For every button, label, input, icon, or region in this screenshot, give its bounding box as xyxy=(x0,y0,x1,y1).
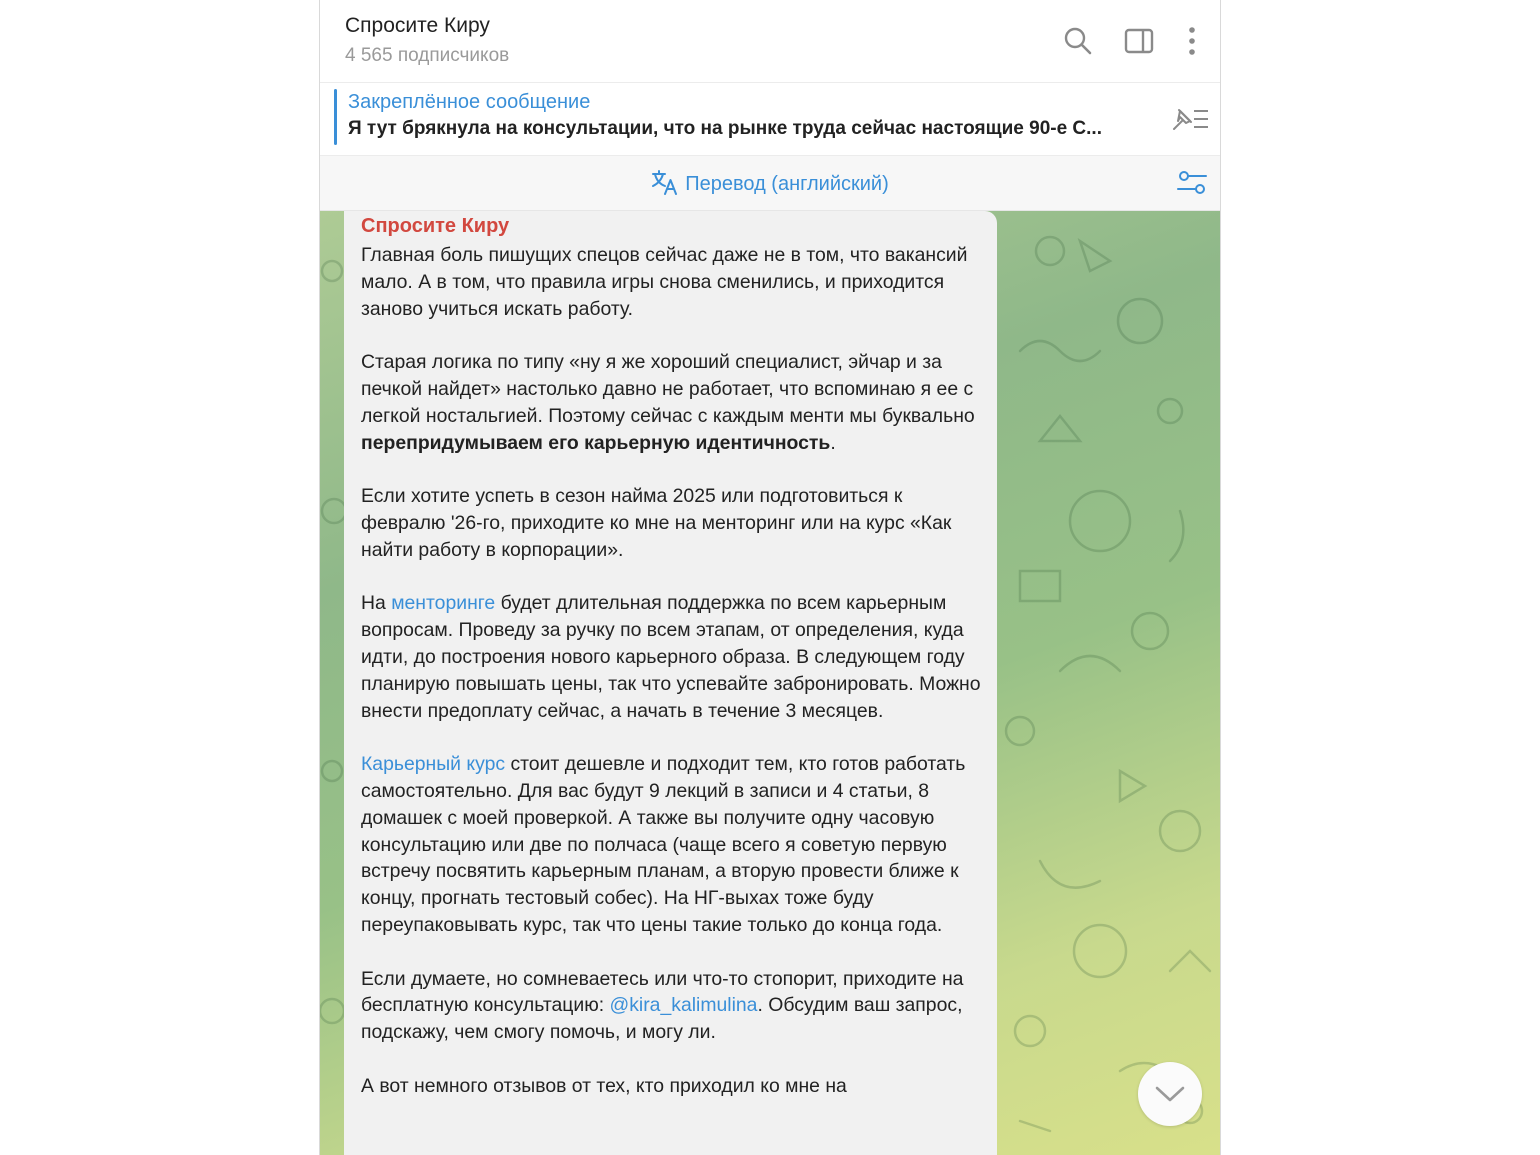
paragraph-4-text: На xyxy=(361,592,392,615)
pinned-text: Я тут брякнула на консультации, что на рынке труда сейчас настоящие 90-е С... xyxy=(348,118,1102,139)
paragraph-2-bold: перепридумываем его карьерную идентичность xyxy=(361,431,831,454)
sidebar-toggle-icon[interactable] xyxy=(1122,24,1156,58)
message-bubble[interactable] xyxy=(344,211,997,1155)
message-paragraph-5 xyxy=(361,751,986,939)
paragraph-2-text: Старая логика по типу «ну я же хороший специалист, эйчар и за печкой найдет» настолько давно не работает, что вспоминаю я ее с легкой ностальгией. Поэтому сейчас с каждым менти мы буквально xyxy=(361,351,975,427)
pinned-indicator xyxy=(334,89,337,145)
mentoring-link[interactable]: менторинге xyxy=(391,592,496,615)
course-link[interactable]: Карьерный курс xyxy=(361,753,506,776)
message-paragraph-6 xyxy=(361,966,986,1046)
more-vertical-icon[interactable] xyxy=(1175,24,1209,58)
paragraph-5-text: стоит дешевле и подходит тем, кто готов работать самостоятельно. Для вас будут 9 лекций в записи и 4 статьи, 8 домашек с моей проверкой. А также вы получите одну часовую консультацию или две по полчаса (чаще всего я советую первую встречу посвятить карьерным планам, а вторую провести ближе к концу, прогнать тестовый собес). На НГ-выхах тоже буду переупаковывать курс, так что цены такие только до конца года. xyxy=(361,753,966,936)
message-text xyxy=(361,242,986,1126)
translate-label: Перевод (английский) xyxy=(685,173,889,195)
translate-icon xyxy=(651,169,679,195)
paragraph-4-end: будет длительная поддержка по всем карьерным вопросам. Проведу за ручку по всем этапам, от определения, куда идти, до построения нового карьерного образа. В следующем году планирую повышать цены, так что успевайте забронировать. Можно внести предоплату сейчас, а начать в течение 3 месяцев. xyxy=(361,592,981,722)
translate-settings-icon[interactable] xyxy=(1176,168,1208,198)
pinned-message-bar[interactable] xyxy=(320,83,1220,156)
message-paragraph-7: А вот немного отзывов от тех, кто приходил ко мне на xyxy=(361,1074,847,1097)
message-paragraph-3: Если хотите успеть в сезон найма 2025 или подготовиться к февралю '26-го, приходите ко мне на менторинг или на курс «Как найти работу в корпорации». xyxy=(361,485,952,561)
search-icon[interactable] xyxy=(1061,24,1095,58)
scroll-down-button[interactable] xyxy=(1138,1062,1202,1126)
paragraph-2-end: . xyxy=(830,431,836,454)
username-link[interactable]: @kira_kalimulina xyxy=(609,994,758,1017)
pinned-title: Закреплённое сообщение xyxy=(348,91,591,113)
translate-bar xyxy=(320,156,1220,211)
unpin-list-icon[interactable] xyxy=(1168,101,1210,137)
message-sender[interactable]: Спросите Киру xyxy=(361,215,510,237)
channel-title[interactable]: Спросите Киру xyxy=(345,14,490,37)
telegram-window xyxy=(319,0,1221,1155)
message-paragraph-4 xyxy=(361,590,986,724)
chevron-down-icon xyxy=(1154,1080,1186,1108)
message-paragraph-1: Главная боль пишущих спецов сейчас даже не в том, что вакансий мало. А в том, что правила игры снова сменились, и приходится заново учиться искать работу. xyxy=(361,244,968,320)
chat-area[interactable] xyxy=(320,211,1220,1155)
paragraph-6-text: Если думаете, но сомневаетесь или что-то стопорит, приходите на бесплатную консультацию: xyxy=(361,967,964,1017)
subscriber-count: 4 565 подписчиков xyxy=(345,45,510,66)
translate-button[interactable] xyxy=(320,169,1220,196)
paragraph-6-end: . Обсудим ваш запрос, подскажу, чем смогу помочь, и могу ли. xyxy=(361,994,963,1044)
message-paragraph-2 xyxy=(361,349,986,456)
chat-header xyxy=(320,0,1220,83)
